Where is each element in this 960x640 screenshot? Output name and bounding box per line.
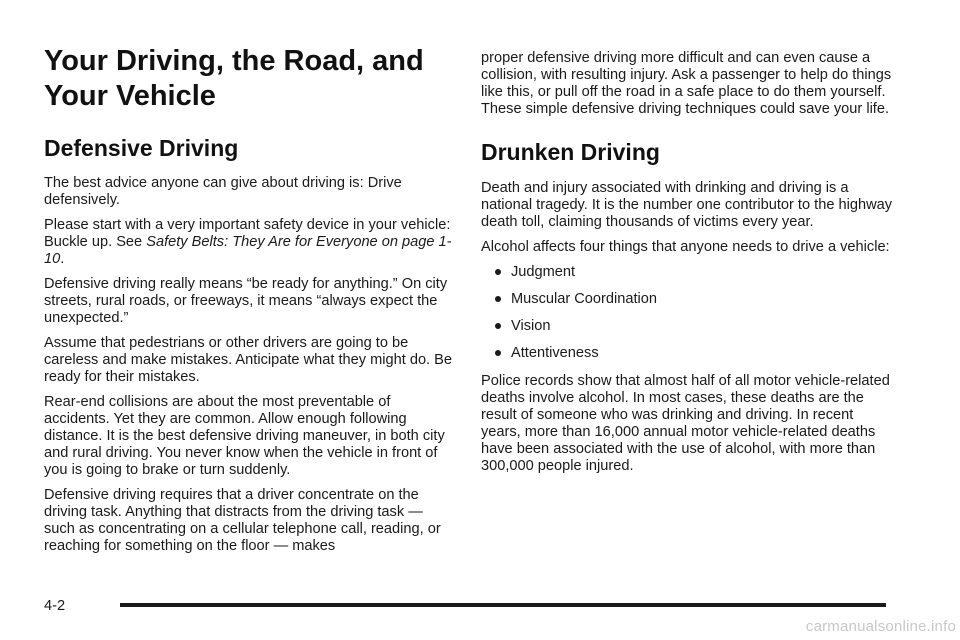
paragraph-buckle-up: [44, 217, 456, 268]
list-item: [495, 318, 896, 335]
section-title-drunken-driving: Drunken Driving: [481, 139, 660, 165]
paragraph-rear-end: Rear-end collisions are about the most preventable of accidents. Yet they are common. Allow enough following distance. It is the best defensive driving maneuver, in both city and rural driving. You never know when the vehicle in front of you is going to brake or turn suddenly.: [44, 394, 445, 478]
bullet-icon: [495, 323, 501, 329]
bullet-icon: [495, 269, 501, 275]
left-column: [44, 0, 456, 563]
list-item: [495, 264, 896, 281]
list-item: [495, 345, 896, 362]
list-item-label: Attentiveness: [511, 345, 599, 361]
watermark-text: carmanualsonline.info: [805, 618, 956, 635]
right-column: [481, 0, 896, 483]
bullet-icon: [495, 350, 501, 356]
bullet-icon: [495, 296, 501, 302]
paragraph-alcohol-affects: Alcohol affects four things that anyone needs to drive a vehicle:: [481, 239, 890, 255]
safety-belts-reference: Safety Belts: They Are for Everyone on page 1-10: [44, 234, 452, 267]
paragraph-police-records: Police records show that almost half of all motor vehicle-related deaths involve alcohol. In most cases, these deaths are the result of someone who was drinking and driving. In recent years, more than 16,000 annual motor vehicle-related deaths have been associated with the use of alcohol, with more than 300,000 people injured.: [481, 373, 890, 474]
buckle-up-end: .: [60, 251, 65, 267]
list-item-label: Judgment: [511, 264, 576, 280]
chapter-title-line1: Your Driving, the Road, and: [44, 45, 424, 77]
list-item-label: Vision: [511, 318, 551, 334]
chapter-title-line2: Your Vehicle: [44, 80, 216, 112]
list-item-label: Muscular Coordination: [511, 291, 658, 307]
paragraph-distractions: Defensive driving requires that a driver concentrate on the driving task. Anything that distracts from the driving task — such as concentrating on a cellular telephone call, reading, or reaching for something on the floor — makes: [44, 487, 441, 554]
alcohol-effects-list: [481, 264, 896, 362]
paragraph-ready-for-anything: Defensive driving really means “be ready for anything.” On city streets, rural roads, or freeways, it means “always expect the unexpected.”: [44, 276, 448, 326]
chapter-title: [44, 44, 456, 114]
list-item: [495, 291, 896, 308]
paragraph-pedestrians: Assume that pedestrians or other drivers are going to be careless and make mistakes. Anticipate what they might do. Be ready for their mistakes.: [44, 335, 453, 385]
paragraph-national-tragedy: Death and injury associated with drinking and driving is a national tragedy. It is the number one contributor to the highway death toll, claiming thousands of victims every year.: [481, 180, 893, 230]
footer-rule: [120, 603, 886, 607]
section-title-defensive-driving: Defensive Driving: [44, 135, 239, 161]
paragraph-continued: proper defensive driving more difficult and can even cause a collision, with resulting injury. Ask a passenger to help do things like this, or pull off the road in a safe place to do them yourself. These simple defensive driving techniques could save your life.: [481, 50, 892, 117]
paragraph-best-advice: The best advice anyone can give about driving is: Drive defensively.: [44, 175, 402, 208]
buckle-up-text: Please start with a very important safety device in your vehicle: Buckle up. See: [44, 217, 451, 250]
page-number: 4-2: [44, 598, 66, 614]
